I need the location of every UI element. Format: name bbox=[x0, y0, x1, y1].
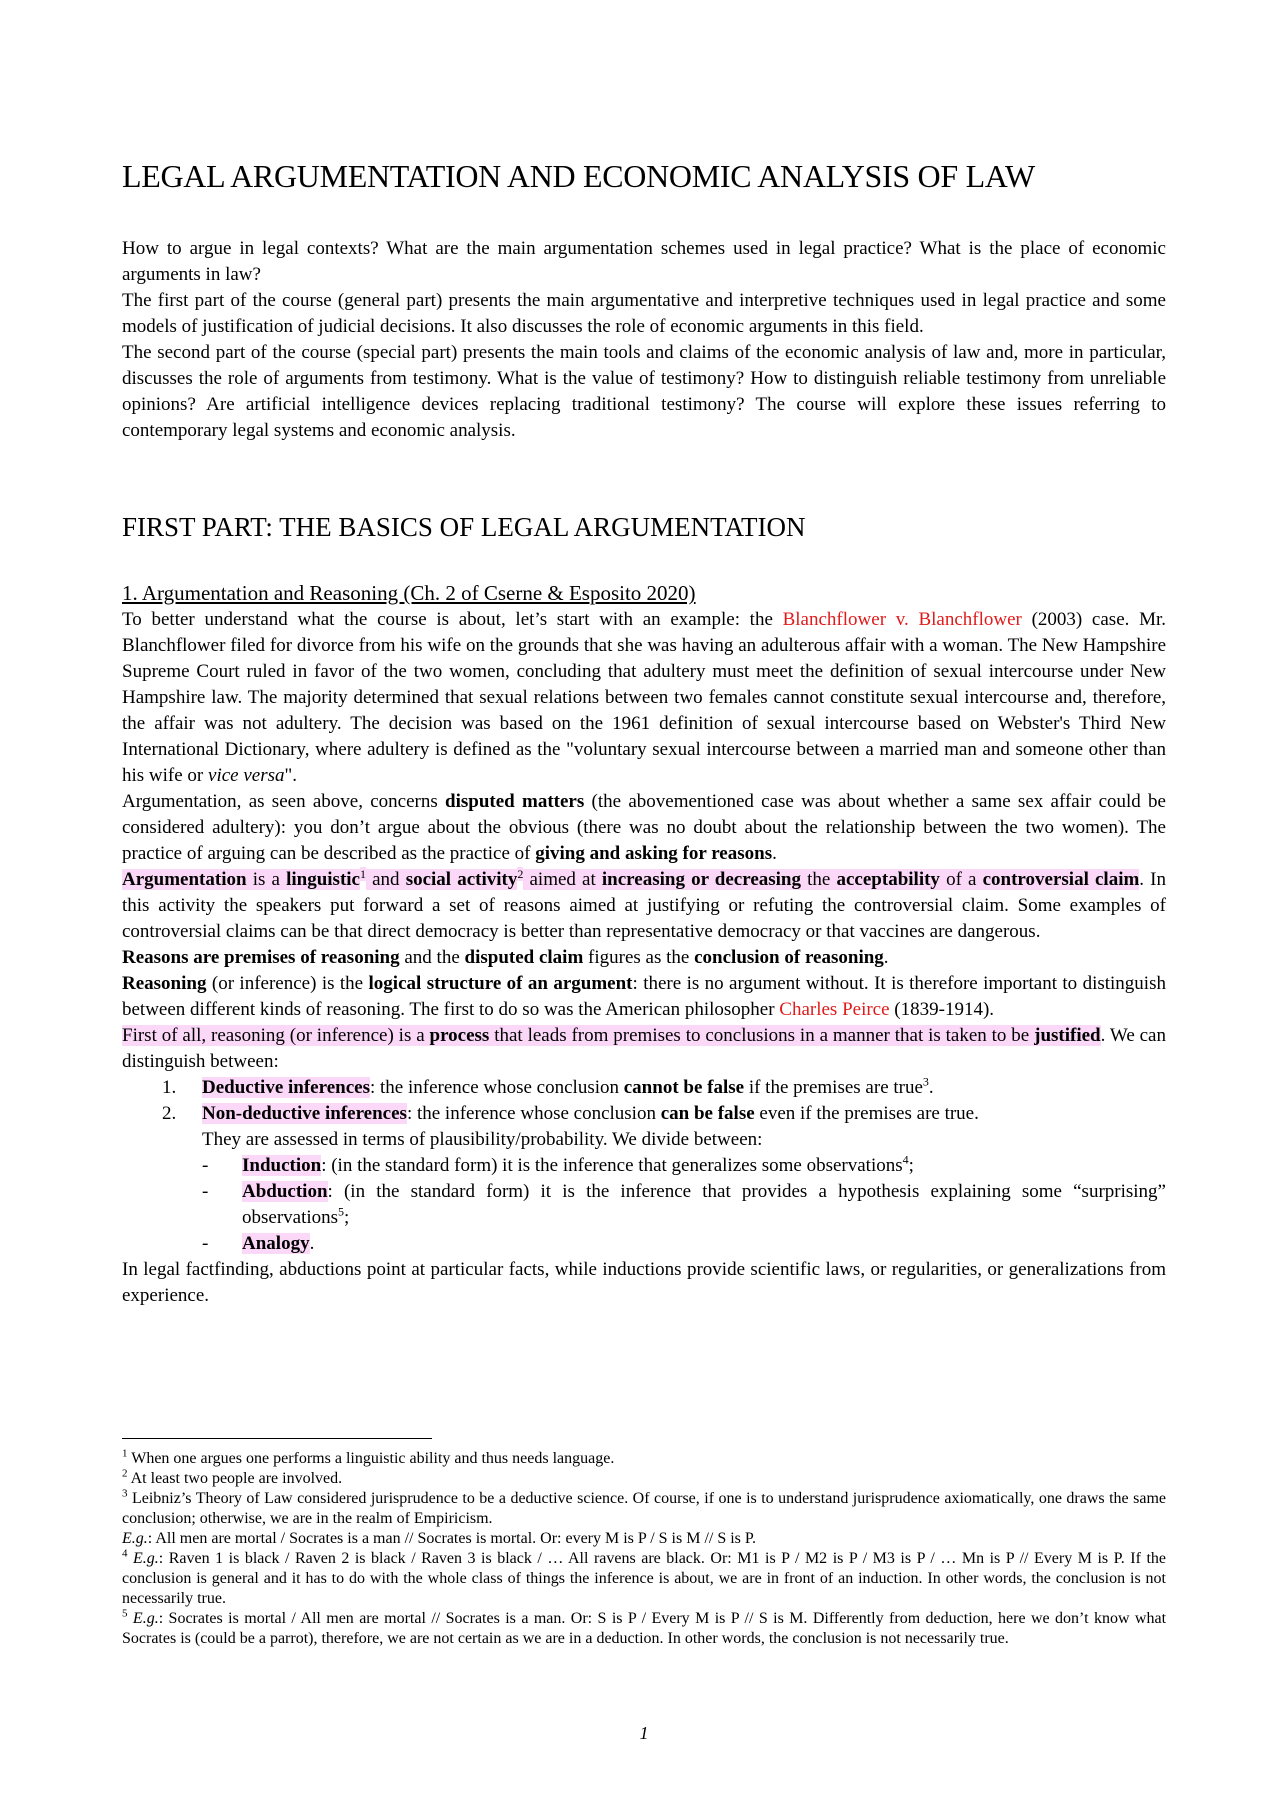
footnote: $^4$ E.g.: Raven 1 is black / Raven 2 is black / Raven 3 is black / … All ravens are black. Or: M1 is P / M2 is P / M3 is P / … Mn is P // Every M is P. If the conclusion is general and it has to do with the whole class of things the inference is about, we are in front of an induction. In other words, the conclusion is not necessarily true. bbox=[122, 1547, 1166, 1607]
list-item: 1. Deductive inferences: the inference whose conclusion cannot be false if the premises are true$^3$. bbox=[162, 1074, 934, 1098]
paragraph-example: To better understand what the course is about, let’s start with an example: the Blanchflower v. Blanchflower (2003) case. Mr. Blanchflower filed for divorce from his wife on the grounds that she was having an adulterous affair with a woman. The New Hampshire Supreme Court ruled in favor of the two women, concluding that adultery must meet the definition of sexual intercourse under New Hampshire law. The majority determined that sexual relations between two females cannot constitute sexual intercourse and, therefore, the affair was not adultery. The decision was based on the 1961 definition of sexual intercourse based on Webster's Third New International Dictionary, where adultery is defined as the "voluntary sexual intercourse between a married man and someone other than his wife or vice versa". bbox=[122, 609, 1167, 786]
intro-paragraph: How to argue in legal contexts? What are the main argumentation schemes used in legal practice? What is the place of economic arguments in law? bbox=[122, 238, 1166, 285]
peirce-link[interactable]: Charles Peirce bbox=[779, 999, 890, 1020]
paragraph-reasoning: Reasoning (or inference) is the logical structure of an argument: there is no argument without. It is therefore important to distinguish between different kinds of reasoning. The first to do so was the American philosopher Charles Peirce (1839-1914). bbox=[122, 973, 1166, 1020]
footnote-ref[interactable]: 5 bbox=[338, 1204, 345, 1219]
case-link[interactable]: Blanchflower v. Blanchflower bbox=[782, 609, 1022, 630]
footnotes bbox=[122, 1449, 1166, 1649]
part-heading: FIRST PART: THE BASICS OF LEGAL ARGUMENTATION bbox=[122, 512, 806, 542]
intro-section bbox=[122, 236, 1166, 444]
footnote: E.g.: All men are mortal / Socrates is a man // Socrates is mortal. Or: every M is P / S is M // S is P. bbox=[122, 1530, 757, 1547]
intro-paragraph: The second part of the course (special part) presents the main tools and claims of the economic analysis of law and, more in particular, discusses the role of arguments from testimony. What is the value of testimony? How to distinguish reliable testimony from unreliable opinions? Are artificial intelligence devices replacing traditional testimony? The course will explore these issues referring to contemporary legal systems and economic analysis. bbox=[122, 342, 1166, 441]
document-title: LEGAL ARGUMENTATION AND ECONOMIC ANALYSIS OF LAW bbox=[122, 158, 1035, 194]
footnote-ref[interactable]: 3 bbox=[922, 1074, 929, 1089]
footnote: $^5$ E.g.: Socrates is mortal / All men are mortal // Socrates is a man. Or: S is P / Every M is P // S is M. Differently from deduction, here we don’t know what Socrates is (could be a parrot), therefore, we are not certain as we are in a deduction. In other words, the conclusion is not necessarily true. bbox=[122, 1607, 1167, 1647]
paragraph-disputed: Argumentation, as seen above, concerns disputed matters (the abovementioned case was about whether a same sex affair could be considered adultery): you don’t argue about the obvious (there was no doubt about the relationship between the two women). The practice of arguing can be described as the practice of giving and asking for reasons. bbox=[122, 791, 1166, 864]
footnote: $^2$ At least two people are involved. bbox=[122, 1467, 343, 1487]
footnote-separator bbox=[122, 1438, 432, 1439]
sub-list-item: - Abduction: (in the standard form) it is the inference that provides a hypothesis explaining some “surprising” observations$^5$; bbox=[202, 1181, 1166, 1228]
footnote: $^1$ When one argues one performs a linguistic ability and thus needs language. bbox=[122, 1447, 615, 1467]
footnote-ref[interactable]: 1 bbox=[359, 866, 366, 881]
page-number: 1 bbox=[639, 1723, 649, 1743]
paragraph-definition: Argumentation is a linguistic$^1$ and social activity$^2$ aimed at increasing or decreasing the acceptability of a controversial claim. In this activity the speakers put forward a set of reasons aimed at justifying or refuting the controversial claim. Some examples of controversial claims can be that direct democracy is better than representative democracy or that vaccines are dangerous. bbox=[122, 866, 1167, 942]
inference-list bbox=[122, 1075, 1166, 1257]
section-heading: 1. Argumentation and Reasoning (Ch. 2 of Cserne & Esposito 2020) bbox=[122, 581, 696, 605]
paragraph-reasons: Reasons are premises of reasoning and the disputed claim figures as the conclusion of reasoning. bbox=[122, 947, 889, 968]
paragraph-process: First of all, reasoning (or inference) is a process that leads from premises to conclusions in a manner that is taken to be justified. We can distinguish between: bbox=[122, 1025, 1166, 1072]
footnote-ref[interactable]: 2 bbox=[517, 866, 524, 881]
footnote-ref[interactable]: 4 bbox=[902, 1152, 909, 1167]
sub-list-item: - Analogy. bbox=[202, 1233, 315, 1254]
section-argumentation bbox=[122, 580, 1166, 1309]
intro-paragraph: The first part of the course (general part) presents the main argumentative and interpretive techniques used in legal practice and some models of justification of judicial decisions. It also discusses the role of economic arguments in this field. bbox=[122, 290, 1166, 337]
footnote: $^3$ Leibniz’s Theory of Law considered jurisprudence to be a deductive science. Of course, if one is to understand jurisprudence axiomatically, one draws the same conclusion; otherwise, we are in the realm of Empiricism. bbox=[122, 1487, 1166, 1527]
paragraph-factfinding: In legal factfinding, abductions point at particular facts, while inductions provide scientific laws, or regularities, or generalizations from experience. bbox=[122, 1259, 1166, 1306]
sub-list-item: - Induction: (in the standard form) it is the inference that generalizes some observations$^4$; bbox=[202, 1152, 914, 1176]
list-item: 2. Non-deductive inferences: the inference whose conclusion can be false even if the premises are true. They are assessed in terms of plausibility/probability. We divide between: bbox=[162, 1103, 979, 1150]
